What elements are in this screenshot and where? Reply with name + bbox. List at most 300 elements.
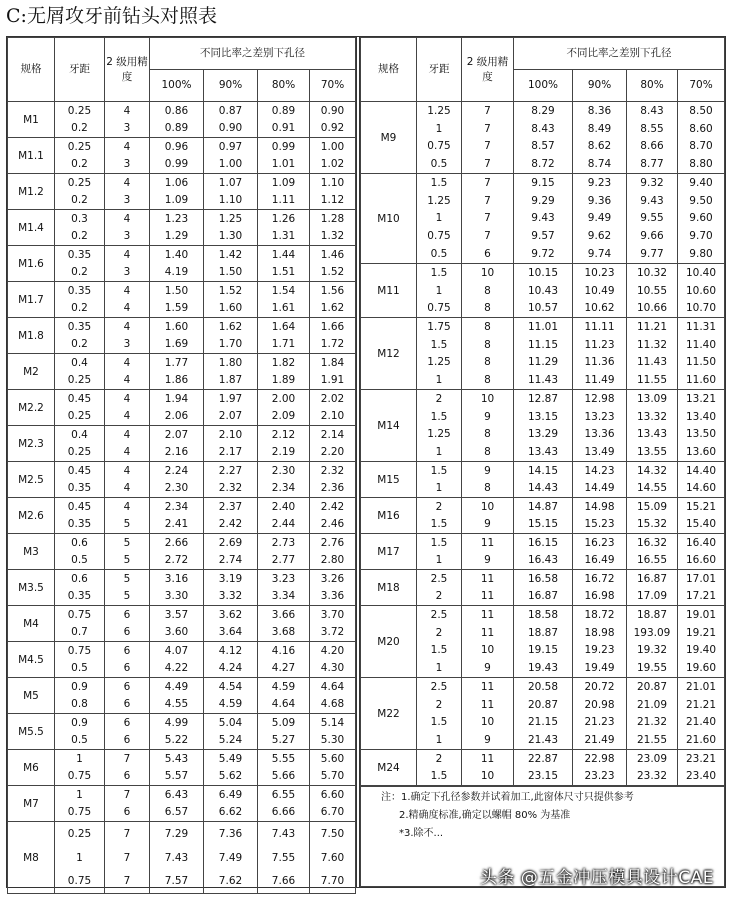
pitch-value: 0.5 [430, 158, 448, 171]
value-column-cell [258, 606, 310, 642]
value-stack [150, 426, 203, 461]
diameter-value: 16.55 [636, 554, 668, 567]
diameter-value: 2.46 [320, 518, 345, 531]
value-stack [678, 570, 724, 605]
diameter-value: 1.70 [218, 338, 243, 351]
grade-value: 10 [480, 770, 495, 783]
diameter-value: 0.91 [271, 122, 296, 135]
value-stack [627, 750, 677, 785]
value-column-cell [258, 210, 310, 246]
value-column-cell [150, 318, 204, 354]
value-stack [150, 138, 203, 173]
value-stack [573, 750, 626, 785]
value-column-cell [105, 174, 150, 210]
value-stack [310, 642, 355, 677]
pitch-value: 0.75 [427, 140, 451, 153]
diameter-value: 11.23 [584, 338, 615, 351]
table-row [8, 462, 356, 498]
value-stack [55, 210, 104, 245]
table-row [8, 318, 356, 354]
value-stack [310, 570, 355, 605]
grade-value: 4 [123, 176, 131, 189]
diameter-value: 1.09 [164, 194, 189, 207]
value-stack [627, 498, 677, 533]
diameter-value: 1.12 [320, 194, 345, 207]
diameter-value: 2.02 [320, 392, 345, 405]
grade-value: 8 [484, 356, 491, 369]
grade-value: 5 [123, 572, 131, 585]
value-stack [258, 138, 309, 173]
value-stack [105, 606, 149, 641]
value-column-cell [462, 498, 514, 534]
pitch-value: 0.25 [67, 446, 92, 459]
diameter-value: 1.01 [271, 158, 296, 171]
grade-value: 6 [484, 248, 491, 261]
diameter-value: 1.62 [218, 320, 243, 333]
diameter-value: 9.36 [587, 194, 612, 207]
diameter-value: 1.94 [164, 392, 189, 405]
value-stack [627, 102, 677, 173]
value-column-cell [105, 570, 150, 606]
grade-value: 5 [123, 536, 131, 549]
diameter-value: 8.60 [689, 122, 713, 135]
grade-value: 7 [123, 875, 131, 888]
value-stack [573, 264, 626, 317]
diameter-value: 5.66 [271, 770, 296, 783]
grade-value: 3 [123, 230, 131, 243]
pitch-value: 1.75 [427, 320, 451, 333]
diameter-value: 2.44 [271, 518, 296, 531]
value-stack [204, 354, 257, 389]
value-column-cell [462, 462, 514, 498]
value-stack [150, 570, 203, 605]
value-column-cell [150, 714, 204, 750]
pitch-value: 2 [435, 698, 443, 711]
diameter-value: 23.09 [636, 752, 668, 765]
pitch-value: 1 [76, 788, 83, 801]
table-row [8, 102, 356, 138]
pitch-value: 0.8 [71, 698, 88, 711]
value-stack [105, 390, 149, 425]
diameter-value: 1.40 [164, 248, 189, 261]
pitch-value: 0.25 [67, 140, 92, 153]
value-stack [627, 390, 677, 461]
table-row [8, 714, 356, 750]
diameter-value: 2.40 [271, 500, 296, 513]
table-row [361, 462, 725, 498]
value-stack [514, 570, 572, 605]
diameter-value: 2.16 [164, 446, 189, 459]
grade-value: 8 [484, 482, 491, 495]
value-column-cell [150, 210, 204, 246]
pitch-value: 0.5 [430, 248, 448, 261]
grade-value: 8 [484, 302, 491, 315]
size-cell: M9 [361, 102, 417, 174]
grade-value: 5 [123, 518, 131, 531]
size-cell: M2.5 [8, 462, 55, 498]
diameter-value: 1.89 [271, 374, 296, 387]
diameter-value: 10.43 [527, 284, 559, 297]
pitch-value: 0.75 [67, 806, 92, 819]
value-stack [514, 102, 572, 173]
value-column-cell [310, 390, 356, 426]
grade-value: 7 [484, 176, 491, 189]
diameter-value: 1.44 [271, 248, 296, 261]
grade-value: 9 [484, 410, 491, 423]
table-row [8, 138, 356, 174]
grade-value: 10 [480, 644, 495, 657]
diameter-value: 11.11 [584, 320, 615, 333]
diameter-value: 6.43 [164, 788, 189, 801]
value-stack [204, 570, 257, 605]
value-column-cell [105, 678, 150, 714]
value-stack [678, 678, 724, 749]
size-cell: M11 [361, 264, 417, 318]
diameter-value: 1.52 [218, 284, 243, 297]
diameter-value: 11.60 [685, 374, 717, 387]
diameter-value: 19.40 [685, 644, 717, 657]
value-column-cell [105, 498, 150, 534]
diameter-value: 4.64 [271, 698, 296, 711]
diameter-value: 8.43 [640, 104, 664, 117]
value-column-cell [627, 264, 678, 318]
diameter-value: 4.68 [320, 698, 345, 711]
diameter-value: 4.12 [218, 644, 243, 657]
grade-value: 6 [123, 608, 131, 621]
grade-value: 8 [484, 428, 491, 441]
header-percent: 80% [627, 70, 678, 102]
value-column-cell [310, 642, 356, 678]
diameter-value: 10.55 [636, 284, 668, 297]
value-stack [310, 102, 355, 137]
diameter-value: 10.15 [527, 266, 559, 279]
diameter-value: 1.07 [218, 176, 243, 189]
diameter-value: 7.43 [271, 827, 296, 840]
diameter-value: 8.70 [689, 140, 713, 153]
diameter-value: 23.21 [685, 752, 717, 765]
value-column-cell [678, 102, 725, 174]
pitch-value: 1 [435, 284, 443, 297]
value-stack [204, 318, 257, 353]
size-cell: M5 [8, 678, 55, 714]
grade-value: 4 [123, 140, 131, 153]
pitch-value: 0.75 [67, 608, 92, 621]
value-column-cell [417, 750, 462, 786]
grade-value: 6 [123, 734, 131, 747]
value-column-cell [204, 786, 258, 822]
right_groups-table [360, 37, 725, 786]
value-stack [310, 354, 355, 389]
value-column-cell [258, 246, 310, 282]
value-column-cell [627, 318, 678, 390]
value-column-cell [514, 462, 573, 498]
grade-value: 11 [480, 590, 495, 603]
size-cell: M17 [361, 534, 417, 570]
note-line: *3.除不... [399, 828, 444, 839]
pitch-value: 1.25 [427, 194, 451, 207]
value-stack [204, 714, 257, 749]
diameter-value: 1.66 [320, 320, 345, 333]
diameter-value: 21.40 [685, 716, 717, 729]
diameter-value: 1.25 [218, 212, 243, 225]
diameter-value: 1.60 [218, 302, 243, 315]
value-column-cell [310, 498, 356, 534]
table-row [8, 210, 356, 246]
diameter-value: 3.30 [164, 590, 189, 603]
value-stack [150, 786, 203, 821]
value-column-cell [514, 534, 573, 570]
diameter-value: 9.55 [640, 212, 664, 225]
diameter-value: 16.43 [527, 554, 559, 567]
diameter-value: 1.56 [320, 284, 345, 297]
value-column-cell [55, 570, 105, 606]
diameter-value: 14.15 [527, 464, 559, 477]
value-column-cell [417, 606, 462, 678]
value-stack [462, 750, 513, 785]
diameter-value: 14.55 [636, 482, 668, 495]
diameter-value: 1.69 [164, 338, 189, 351]
diameter-value: 21.32 [636, 716, 668, 729]
diameter-value: 15.32 [636, 518, 668, 531]
diameter-value: 5.27 [271, 734, 296, 747]
diameter-value: 16.49 [584, 554, 615, 567]
value-column-cell [150, 354, 204, 390]
value-stack [150, 246, 203, 281]
grade-value: 9 [484, 518, 491, 531]
grade-value: 10 [480, 716, 495, 729]
value-stack [627, 174, 677, 263]
grade-value: 3 [123, 338, 131, 351]
value-column-cell [55, 822, 105, 894]
diameter-value: 2.34 [271, 482, 296, 495]
size-cell: M2.2 [8, 390, 55, 426]
diameter-value: 16.87 [636, 572, 668, 585]
table-row [8, 390, 356, 426]
diameter-value: 21.15 [527, 716, 559, 729]
value-stack [678, 498, 724, 533]
diameter-value: 2.07 [218, 410, 243, 423]
value-column-cell [55, 318, 105, 354]
value-stack [55, 498, 104, 533]
value-stack [105, 822, 149, 893]
pitch-value: 2.5 [430, 572, 448, 585]
table-row [8, 282, 356, 318]
diameter-value: 13.43 [527, 446, 559, 459]
value-stack [204, 102, 257, 137]
diameter-value: 193.09 [633, 626, 671, 639]
diameter-value: 0.99 [271, 140, 296, 153]
diameter-value: 4.16 [271, 644, 296, 657]
value-stack [678, 102, 724, 173]
diameter-value: 4.27 [271, 662, 296, 675]
value-column-cell [462, 264, 514, 318]
value-column-cell [105, 246, 150, 282]
pitch-value: 1 [435, 734, 443, 747]
value-stack [310, 426, 355, 461]
diameter-value: 15.15 [527, 518, 559, 531]
left_groups-table [7, 37, 356, 894]
diameter-value: 8.43 [531, 122, 555, 135]
value-stack [150, 498, 203, 533]
value-column-cell [417, 174, 462, 264]
pitch-value: 0.25 [67, 176, 92, 189]
value-stack [573, 678, 626, 749]
diameter-value: 9.50 [689, 194, 713, 207]
diameter-value: 16.58 [527, 572, 559, 585]
diameter-value: 1.84 [320, 356, 345, 369]
table-row [361, 102, 725, 174]
pitch-value: 0.7 [71, 626, 88, 639]
note-line: 注：1.确定下孔径参数并试着加工,此窗体尺寸只提供参考 [381, 792, 634, 803]
value-column-cell [105, 138, 150, 174]
diameter-value: 21.55 [636, 734, 668, 747]
pitch-value: 1.5 [430, 644, 448, 657]
diameter-value: 3.64 [218, 626, 243, 639]
diameter-value: 15.09 [636, 500, 668, 513]
value-stack [417, 318, 461, 389]
value-stack [105, 138, 149, 173]
header-ratio-group: 不同比率之差别下孔径 [150, 38, 356, 70]
diameter-value: 4.99 [164, 716, 189, 729]
diameter-value: 13.29 [527, 428, 559, 441]
pitch-value: 2 [435, 752, 443, 765]
value-stack [258, 318, 309, 353]
header-percent: 80% [258, 70, 310, 102]
diameter-value: 2.17 [218, 446, 243, 459]
diameter-value: 3.60 [164, 626, 189, 639]
header-percent: 70% [678, 70, 725, 102]
diameter-value: 1.97 [218, 392, 243, 405]
value-stack [462, 498, 513, 533]
diameter-value: 17.01 [685, 572, 717, 585]
diameter-value: 2.80 [320, 554, 345, 567]
diameter-value: 1.50 [164, 284, 189, 297]
value-stack [310, 822, 355, 893]
diameter-value: 8.77 [640, 158, 664, 171]
grade-value: 4 [123, 104, 131, 117]
grade-value: 7 [484, 104, 491, 117]
value-stack [462, 534, 513, 569]
value-stack [310, 714, 355, 749]
value-stack [514, 264, 572, 317]
size-cell: M14 [361, 390, 417, 462]
value-stack [150, 102, 203, 137]
value-column-cell [258, 426, 310, 462]
value-stack [105, 750, 149, 785]
value-stack [573, 462, 626, 497]
diameter-value: 0.97 [218, 140, 243, 153]
table-row [8, 534, 356, 570]
value-stack [105, 174, 149, 209]
value-stack [573, 390, 626, 461]
diameter-value: 5.14 [320, 716, 345, 729]
value-column-cell [678, 534, 725, 570]
value-stack [105, 318, 149, 353]
diameter-value: 16.98 [584, 590, 615, 603]
diameter-value: 16.87 [527, 590, 559, 603]
diameter-value: 3.26 [320, 572, 345, 585]
value-stack [462, 462, 513, 497]
value-stack [150, 822, 203, 893]
value-column-cell [417, 462, 462, 498]
pitch-value: 0.5 [71, 734, 88, 747]
value-stack [150, 354, 203, 389]
diameter-value: 1.10 [320, 176, 345, 189]
value-column-cell [150, 534, 204, 570]
value-stack [204, 390, 257, 425]
size-cell: M1.2 [8, 174, 55, 210]
diameter-value: 20.58 [527, 680, 559, 693]
diameter-value: 3.72 [320, 626, 345, 639]
value-stack [573, 318, 626, 389]
value-column-cell [310, 174, 356, 210]
diameter-value: 7.49 [218, 851, 243, 864]
diameter-value: 2.07 [164, 428, 189, 441]
value-column-cell [310, 426, 356, 462]
diameter-value: 1.72 [320, 338, 345, 351]
diameter-value: 1.10 [218, 194, 243, 207]
value-column-cell [204, 642, 258, 678]
value-column-cell [514, 498, 573, 534]
value-stack [55, 750, 104, 785]
diameter-value: 22.87 [527, 752, 559, 765]
value-stack [55, 102, 104, 137]
diameter-value: 1.00 [218, 158, 243, 171]
value-column-cell [150, 282, 204, 318]
value-column-cell [310, 534, 356, 570]
size-cell: M15 [361, 462, 417, 498]
value-stack [204, 426, 257, 461]
value-column-cell [204, 570, 258, 606]
diameter-value: 2.10 [320, 410, 345, 423]
value-stack [258, 750, 309, 785]
value-stack [417, 606, 461, 677]
grade-value: 3 [123, 194, 131, 207]
diameter-value: 9.72 [531, 248, 555, 261]
value-stack [627, 264, 677, 317]
value-stack [310, 786, 355, 821]
diameter-value: 19.55 [636, 662, 668, 675]
diameter-value: 1.52 [320, 266, 345, 279]
value-column-cell [204, 534, 258, 570]
value-stack [310, 390, 355, 425]
value-stack [678, 390, 724, 461]
diameter-value: 1.77 [164, 356, 189, 369]
diameter-value: 17.21 [685, 590, 717, 603]
diameter-value: 23.32 [636, 770, 668, 783]
value-stack [514, 750, 572, 785]
value-stack [514, 534, 572, 569]
value-column-cell [105, 606, 150, 642]
value-stack [150, 390, 203, 425]
diameter-value: 1.62 [320, 302, 345, 315]
diameter-value: 11.01 [527, 320, 559, 333]
value-stack [105, 210, 149, 245]
value-stack [258, 174, 309, 209]
header-percent: 90% [204, 70, 258, 102]
diameter-value: 14.60 [685, 482, 717, 495]
value-column-cell [204, 426, 258, 462]
value-stack [258, 822, 309, 893]
value-column-cell [573, 264, 627, 318]
value-stack [204, 534, 257, 569]
diameter-value: 13.32 [636, 410, 668, 423]
diameter-value: 10.49 [584, 284, 615, 297]
value-column-cell [627, 174, 678, 264]
value-stack [258, 282, 309, 317]
pitch-value: 0.3 [71, 212, 88, 225]
diameter-value: 7.57 [164, 875, 189, 888]
